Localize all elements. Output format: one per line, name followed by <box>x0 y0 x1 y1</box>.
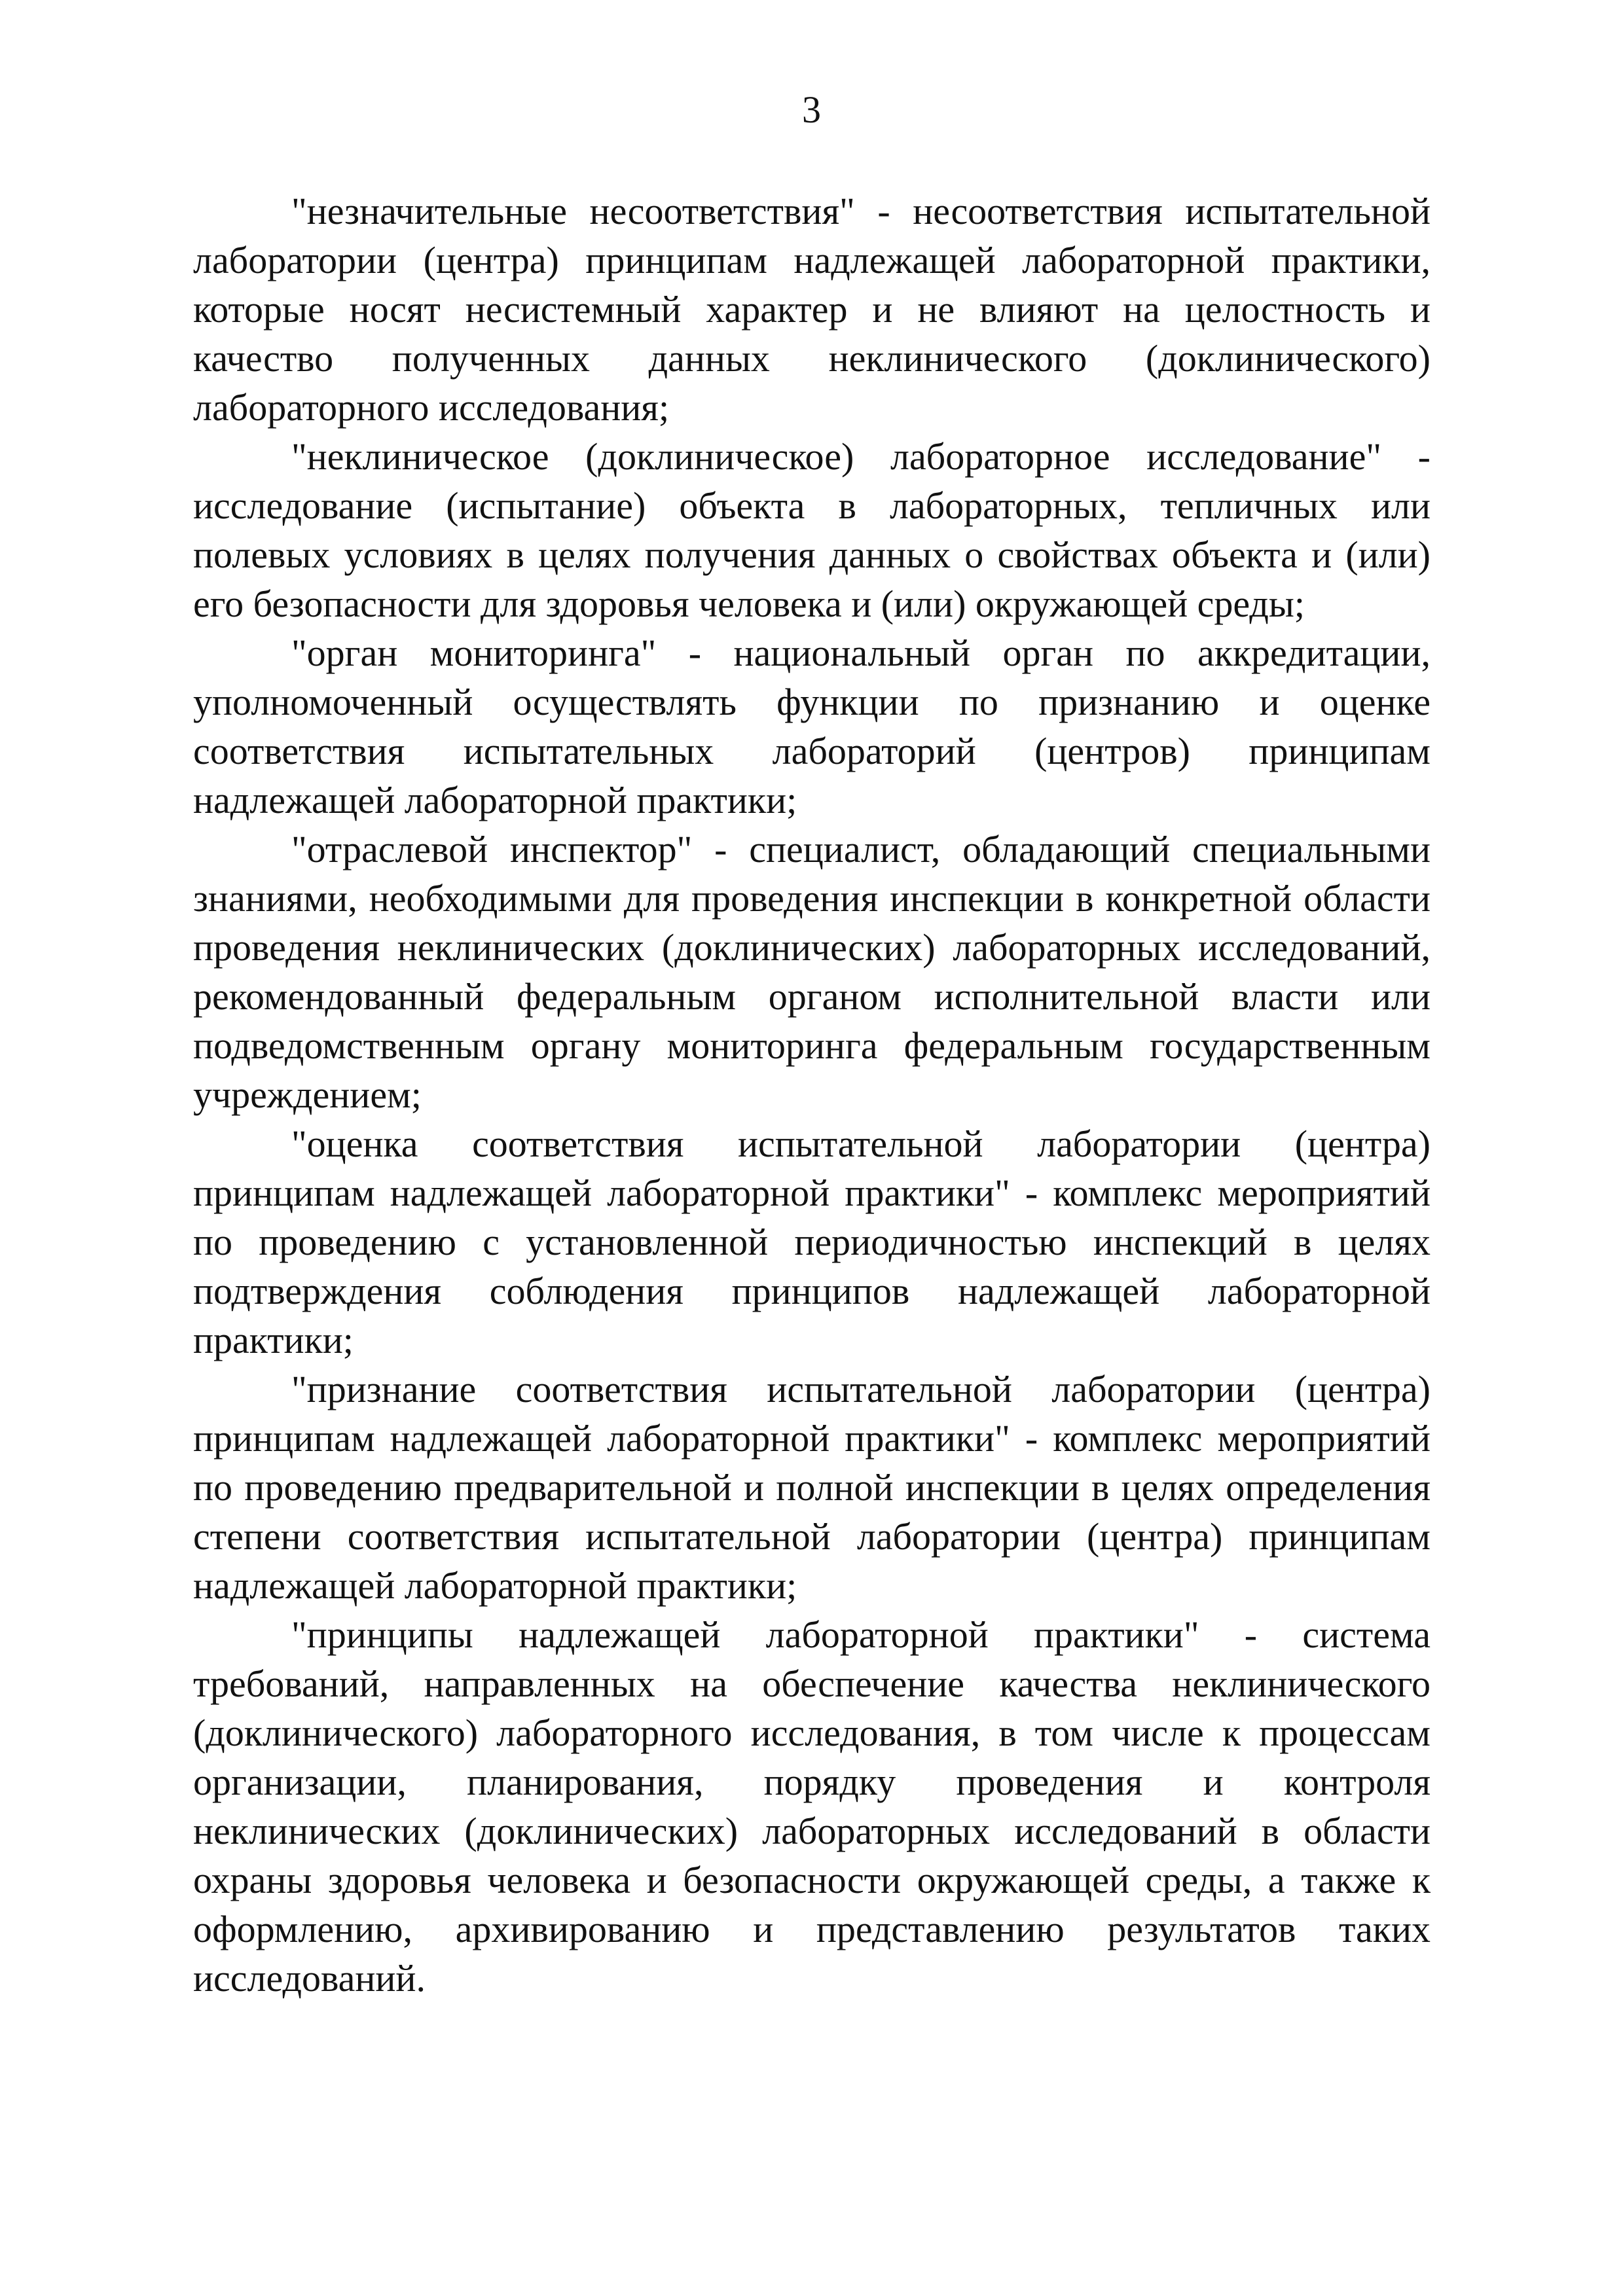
definition-conformity-assessment: "оценка соответствия испытательной лаборатории (центра) принципам надлежащей лабораторной практики" - комплекс мероприятий по проведению с установленной периодичностью инспекций в целях подтверждения соблюдения принципов надлежащей лабораторной практики; <box>193 1122 1431 1361</box>
definition-nonclinical-study: "неклиническое (доклиническое) лабораторное исследование" - исследование (испытание) объекта в лабораторных, тепличных или полевых условиях в целях получения данных о свойствах объекта и (или) его безопасности для здоровья человека и (или) окружающей среды; <box>193 435 1431 625</box>
definition-conformity-recognition: "признание соответствия испытательной лаборатории (центра) принципам надлежащей лабораторной практики" - комплекс мероприятий по проведению предварительной и полной инспекции в целях определения степени соответствия испытательной лаборатории (центра) принципам надлежащей лабораторной практики; <box>193 1368 1431 1607</box>
definition-monitoring-authority: "орган мониторинга" - национальный орган по аккредитации, уполномоченный осуществлять функции по признанию и оценке соответствия испытательных лабораторий (центров) принципам надлежащей лабораторной практики; <box>193 632 1431 821</box>
page-number: 3 <box>802 88 821 131</box>
definition-glp-principles: "принципы надлежащей лабораторной практики" - система требований, направленных на обеспечение качества неклинического (доклинического) лабораторного исследования, в том числе к процессам организации, планирования, порядку проведения и контроля неклинических (доклинических) лабораторных исследований в области охраны здоровья человека и безопасности окружающей среды, а также к оформлению, архивированию и представлению результатов таких исследований. <box>193 1613 1431 2000</box>
definition-insignificant-nonconformities: "незначительные несоответствия" - несоответствия испытательной лаборатории (центра) принципам надлежащей лабораторной практики, которые носят несистемный характер и не влияют на целостность и качество полученных данных неклинического (доклинического) лабораторного исследования; <box>193 190 1431 429</box>
document-body <box>193 187 1431 2003</box>
definition-industry-inspector: "отраслевой инспектор" - специалист, обладающий специальными знаниями, необходимыми для проведения инспекции в конкретной области проведения неклинических (доклинических) лабораторных исследований, рекомендованный федеральным органом исполнительной власти или подведомственным органу мониторинга федеральным государственным учреждением; <box>193 828 1431 1116</box>
